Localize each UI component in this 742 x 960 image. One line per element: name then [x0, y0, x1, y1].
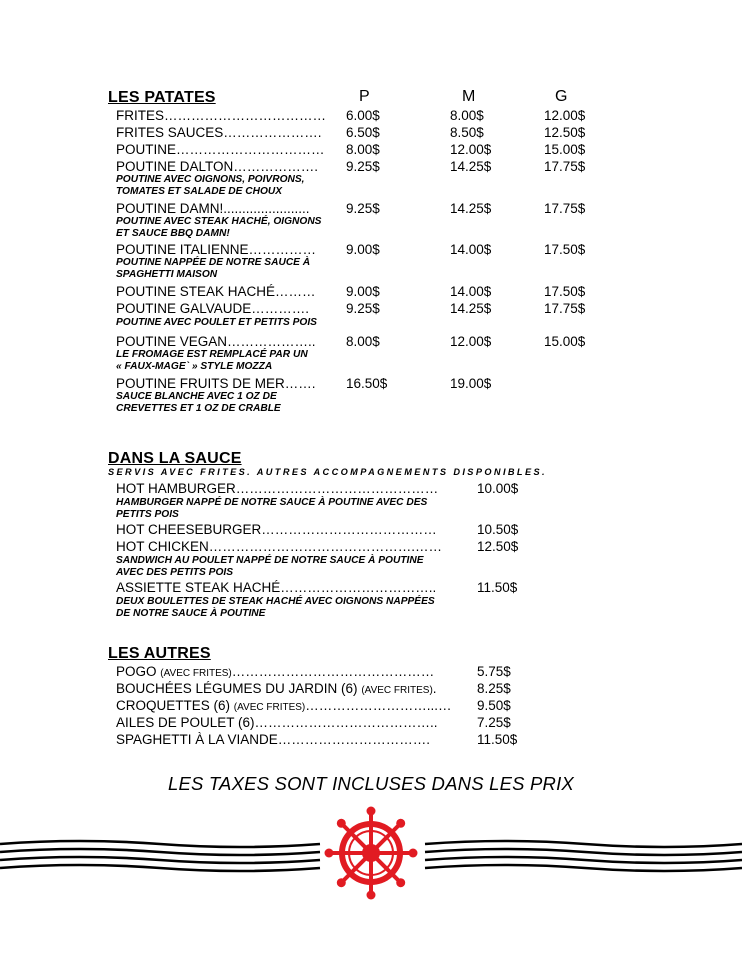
- menu-item-name: POUTINE STEAK HACHÉ………: [116, 284, 316, 299]
- item-description: DE NOTRE SAUCE À POUTINE: [116, 608, 266, 619]
- item-description: SPAGHETTI MAISON: [116, 269, 218, 280]
- price: 12.50$: [477, 539, 519, 554]
- item-label: BOUCHÉES LÉGUMES DU JARDIN (6): [116, 681, 358, 696]
- price-p: 6.50$: [346, 125, 380, 140]
- item-label: POGO: [116, 664, 157, 679]
- price-g: 17.75$: [544, 301, 586, 316]
- price-p: 9.25$: [346, 159, 380, 174]
- menu-item-name: POUTINE……………………………: [116, 142, 325, 157]
- menu-item-name: POUTINE DAMN!.......................: [116, 201, 310, 216]
- column-header-g: G: [555, 88, 568, 105]
- price-g: 17.50$: [544, 284, 586, 299]
- item-description: PETITS POIS: [116, 509, 179, 520]
- price: 11.50$: [477, 732, 518, 747]
- item-note: (AVEC FRITES): [233, 702, 306, 713]
- price-m: 14.00$: [450, 284, 492, 299]
- ship-wheel-icon: [325, 807, 418, 900]
- menu-item-name: POUTINE DALTON……………….: [116, 159, 319, 174]
- menu-item-name: HOT HAMBURGER………………………………………: [116, 481, 439, 496]
- section-title-sauce: DANS LA SAUCE: [108, 450, 242, 467]
- price-m: 19.00$: [450, 376, 492, 391]
- item-description: AVEC DES PETITS POIS: [116, 567, 233, 578]
- price-g: 17.75$: [544, 159, 586, 174]
- menu-item-name: POUTINE FRUITS DE MER…….: [116, 376, 316, 391]
- item-description: DEUX BOULETTES DE STEAK HACHÉ AVEC OIGNONS NAPPÉES: [116, 596, 435, 607]
- item-description: POUTINE NAPPÉE DE NOTRE SAUCE À: [116, 257, 311, 268]
- item-description: HAMBURGER NAPPÉ DE NOTRE SAUCE À POUTINE AVEC DES: [116, 497, 428, 508]
- price-m: 14.25$: [450, 159, 492, 174]
- price-g: 12.00$: [544, 108, 586, 123]
- item-description: SAUCE BLANCHE AVEC 1 OZ DE: [116, 391, 277, 402]
- price: 7.25$: [477, 715, 511, 730]
- price: 5.75$: [477, 664, 511, 679]
- price: 11.50$: [477, 580, 518, 595]
- price-p: 9.25$: [346, 301, 380, 316]
- menu-item-name: FRITES SAUCES………………….: [116, 125, 322, 140]
- price: 10.50$: [477, 522, 519, 537]
- menu-item-name: [116, 698, 452, 713]
- menu-item-name: HOT CHICKEN……………………………………….……: [116, 539, 443, 554]
- wave-decoration: [0, 800, 742, 910]
- section-title-autres: LES AUTRES: [108, 645, 211, 662]
- item-description: LE FROMAGE EST REMPLACÉ PAR UN: [116, 349, 308, 360]
- item-label: CROQUETTES (6): [116, 698, 231, 713]
- price-g: 15.00$: [544, 334, 586, 349]
- wave-lines-right: [425, 841, 742, 871]
- price-p: 8.00$: [346, 142, 380, 157]
- taxes-note: LES TAXES SONT INCLUSES DANS LES PRIX: [168, 773, 574, 794]
- item-description: ET SAUCE BBQ DAMN!: [116, 228, 230, 239]
- leader-dots: ………………………...…: [305, 698, 452, 713]
- price-p: 9.25$: [346, 201, 380, 216]
- item-label: SPAGHETTI À LA VIANDE: [116, 732, 278, 747]
- section-subtitle: SERVIS AVEC FRITES. AUTRES ACCOMPAGNEMENTS DISPONIBLES.: [108, 467, 547, 477]
- item-description: POUTINE AVEC OIGNONS, POIVRONS,: [116, 174, 305, 185]
- price-m: 14.00$: [450, 242, 492, 257]
- item-label: AILES DE POULET (6): [116, 715, 255, 730]
- price-g: 15.00$: [544, 142, 586, 157]
- leader-dots: .: [432, 681, 437, 696]
- menu-item-name: POUTINE ITALIENNE……………: [116, 242, 317, 257]
- column-header-m: M: [462, 88, 476, 105]
- menu-item-name: HOT CHEESEBURGER…………………………………: [116, 522, 437, 537]
- price-g: 17.75$: [544, 201, 586, 216]
- price-m: 8.50$: [450, 125, 484, 140]
- price: 9.50$: [477, 698, 511, 713]
- item-description: POUTINE AVEC POULET ET PETITS POIS: [116, 317, 317, 328]
- section-title-patates: LES PATATES: [108, 89, 216, 106]
- price: 10.00$: [477, 481, 519, 496]
- menu-item-name: FRITES………………………………: [116, 108, 327, 123]
- price-m: 14.25$: [450, 301, 492, 316]
- price-m: 12.00$: [450, 142, 492, 157]
- leader-dots: …………………………….: [277, 732, 431, 747]
- price-m: 14.25$: [450, 201, 492, 216]
- price-p: 16.50$: [346, 376, 388, 391]
- price-m: 12.00$: [450, 334, 492, 349]
- leader-dots: ………………………………………: [231, 664, 435, 679]
- item-note: (AVEC FRITES): [361, 685, 433, 696]
- item-description: CREVETTES ET 1 OZ DE CRABLE: [116, 403, 281, 414]
- price-m: 8.00$: [450, 108, 484, 123]
- column-header-p: P: [359, 88, 370, 105]
- item-description: POUTINE AVEC STEAK HACHÉ, OIGNONS: [116, 216, 322, 227]
- menu-item-name: [116, 715, 438, 730]
- item-description: « FAUX-MAGE` » STYLE MOZZA: [116, 361, 273, 372]
- item-note: (AVEC FRITES): [160, 668, 232, 679]
- item-description: TOMATES ET SALADE DE CHOUX: [116, 186, 283, 197]
- price-p: 8.00$: [346, 334, 380, 349]
- wave-lines-left: [0, 841, 320, 871]
- price-p: 9.00$: [346, 242, 380, 257]
- leader-dots: …………………………………..: [254, 715, 438, 730]
- price-g: 17.50$: [544, 242, 586, 257]
- price-p: 6.00$: [346, 108, 380, 123]
- menu-item-name: ASSIETTE STEAK HACHÉ……………………………..: [116, 580, 437, 595]
- price-p: 9.00$: [346, 284, 380, 299]
- menu-item-name: [116, 664, 434, 679]
- menu-item-name: POUTINE VEGAN………………..: [116, 334, 316, 349]
- price: 8.25$: [477, 681, 511, 696]
- menu-item-name: [116, 732, 430, 747]
- menu-item-name: [116, 681, 437, 696]
- item-description: SANDWICH AU POULET NAPPÉ DE NOTRE SAUCE À POUTINE: [116, 555, 424, 566]
- price-g: 12.50$: [544, 125, 586, 140]
- menu-item-name: POUTINE GALVAUDE………….: [116, 301, 310, 316]
